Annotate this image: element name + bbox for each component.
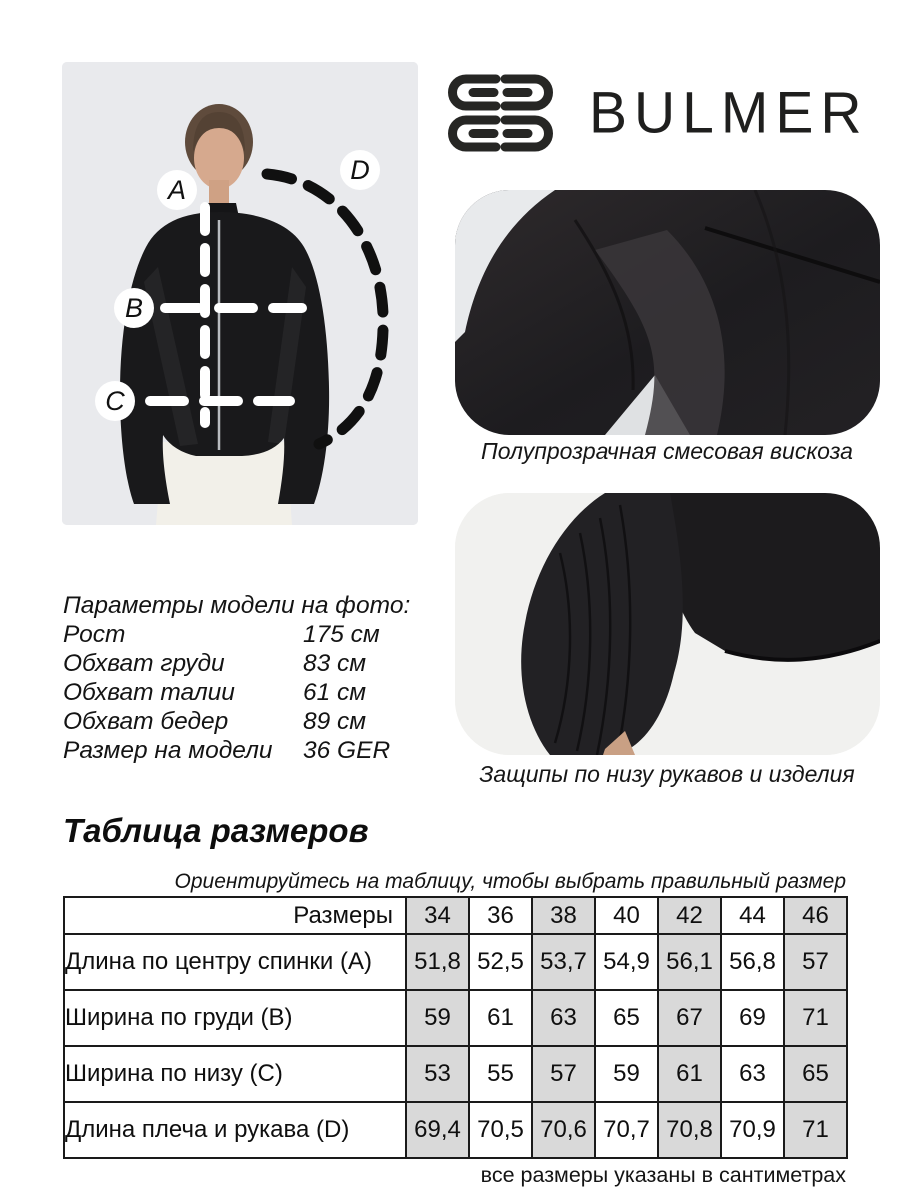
param-label: Рост bbox=[63, 621, 126, 648]
size-value-cell: 67 bbox=[658, 990, 721, 1046]
param-row bbox=[63, 620, 423, 649]
model-image bbox=[62, 62, 418, 525]
measure-label-a: A bbox=[157, 170, 197, 210]
param-row bbox=[63, 678, 423, 707]
params-title: Параметры модели на фото: bbox=[63, 592, 411, 619]
size-header-cell: 42 bbox=[658, 897, 721, 934]
brand-name: BULMER bbox=[589, 80, 869, 146]
size-value-cell: 52,5 bbox=[469, 934, 532, 990]
size-value-cell: 69,4 bbox=[406, 1102, 469, 1158]
size-table-title: Таблица размеров bbox=[63, 812, 369, 849]
param-label: Размер на модели bbox=[63, 737, 273, 764]
size-header-cell: 36 bbox=[469, 897, 532, 934]
size-value-cell: 59 bbox=[406, 990, 469, 1046]
size-value-cell: 59 bbox=[595, 1046, 658, 1102]
param-value: 83 см bbox=[303, 650, 367, 677]
detail-caption: Полупрозрачная смесовая вискоза bbox=[481, 438, 853, 464]
size-value-cell: 69 bbox=[721, 990, 784, 1046]
size-header-label: Размеры bbox=[64, 897, 406, 934]
size-value-cell: 70,7 bbox=[595, 1102, 658, 1158]
measure-label-c: C bbox=[95, 381, 135, 421]
param-label: Обхват груди bbox=[63, 650, 225, 677]
sleeve-tucks-image bbox=[455, 493, 880, 755]
param-value: 36 GER bbox=[303, 737, 391, 764]
size-value-cell: 63 bbox=[532, 990, 595, 1046]
units-note: все размеры указаны в сантиметрах bbox=[480, 1163, 846, 1187]
size-header-cell: 34 bbox=[406, 897, 469, 934]
size-value-cell: 61 bbox=[658, 1046, 721, 1102]
size-value-cell: 70,8 bbox=[658, 1102, 721, 1158]
size-value-cell: 54,9 bbox=[595, 934, 658, 990]
size-header-cell: 44 bbox=[721, 897, 784, 934]
param-row bbox=[63, 707, 423, 736]
brand-logo bbox=[448, 73, 869, 153]
size-value-cell: 70,6 bbox=[532, 1102, 595, 1158]
size-value-cell: 61 bbox=[469, 990, 532, 1046]
model-params bbox=[63, 591, 423, 765]
measure-label-b: B bbox=[114, 288, 154, 328]
size-value-cell: 51,8 bbox=[406, 934, 469, 990]
size-header-cell: 40 bbox=[595, 897, 658, 934]
size-value-cell: 56,8 bbox=[721, 934, 784, 990]
size-value-cell: 70,9 bbox=[721, 1102, 784, 1158]
size-value-cell: 71 bbox=[784, 1102, 847, 1158]
size-value-cell: 65 bbox=[784, 1046, 847, 1102]
size-header-row bbox=[64, 897, 847, 934]
size-value-cell: 57 bbox=[532, 1046, 595, 1102]
size-value-cell: 53,7 bbox=[532, 934, 595, 990]
param-value: 175 см bbox=[303, 621, 380, 648]
size-header-cell: 46 bbox=[784, 897, 847, 934]
size-table-subtitle: Ориентируйтесь на таблицу, чтобы выбрать правильный размер bbox=[174, 870, 846, 893]
measure-row bbox=[64, 1046, 847, 1102]
size-value-cell: 57 bbox=[784, 934, 847, 990]
param-value: 61 см bbox=[303, 679, 367, 706]
measure-row bbox=[64, 1102, 847, 1158]
detail-caption: Защипы по низу рукавов и изделия bbox=[479, 761, 855, 787]
detail-photo-2 bbox=[455, 493, 880, 755]
param-value: 89 см bbox=[303, 708, 367, 735]
size-value-cell: 56,1 bbox=[658, 934, 721, 990]
measure-label-cell: Длина плеча и рукава (D) bbox=[64, 1102, 406, 1158]
detail-photo-1 bbox=[455, 190, 880, 435]
size-value-cell: 71 bbox=[784, 990, 847, 1046]
size-table bbox=[63, 896, 848, 1159]
measure-label-cell: Ширина по низу (C) bbox=[64, 1046, 406, 1102]
size-value-cell: 65 bbox=[595, 990, 658, 1046]
measure-label-d: D bbox=[340, 150, 380, 190]
size-header-cell: 38 bbox=[532, 897, 595, 934]
measure-label-cell: Ширина по груди (B) bbox=[64, 990, 406, 1046]
fabric-closeup-image bbox=[455, 190, 880, 435]
main-photo bbox=[62, 62, 418, 525]
size-value-cell: 53 bbox=[406, 1046, 469, 1102]
param-label: Обхват бедер bbox=[63, 708, 229, 735]
size-value-cell: 55 bbox=[469, 1046, 532, 1102]
measure-row bbox=[64, 934, 847, 990]
param-row bbox=[63, 736, 423, 765]
brand-glyph-icon bbox=[448, 74, 553, 152]
measure-label-cell: Длина по центру спинки (A) bbox=[64, 934, 406, 990]
param-row bbox=[63, 649, 423, 678]
measure-row bbox=[64, 990, 847, 1046]
param-label: Обхват талии bbox=[63, 679, 235, 706]
size-value-cell: 70,5 bbox=[469, 1102, 532, 1158]
size-value-cell: 63 bbox=[721, 1046, 784, 1102]
